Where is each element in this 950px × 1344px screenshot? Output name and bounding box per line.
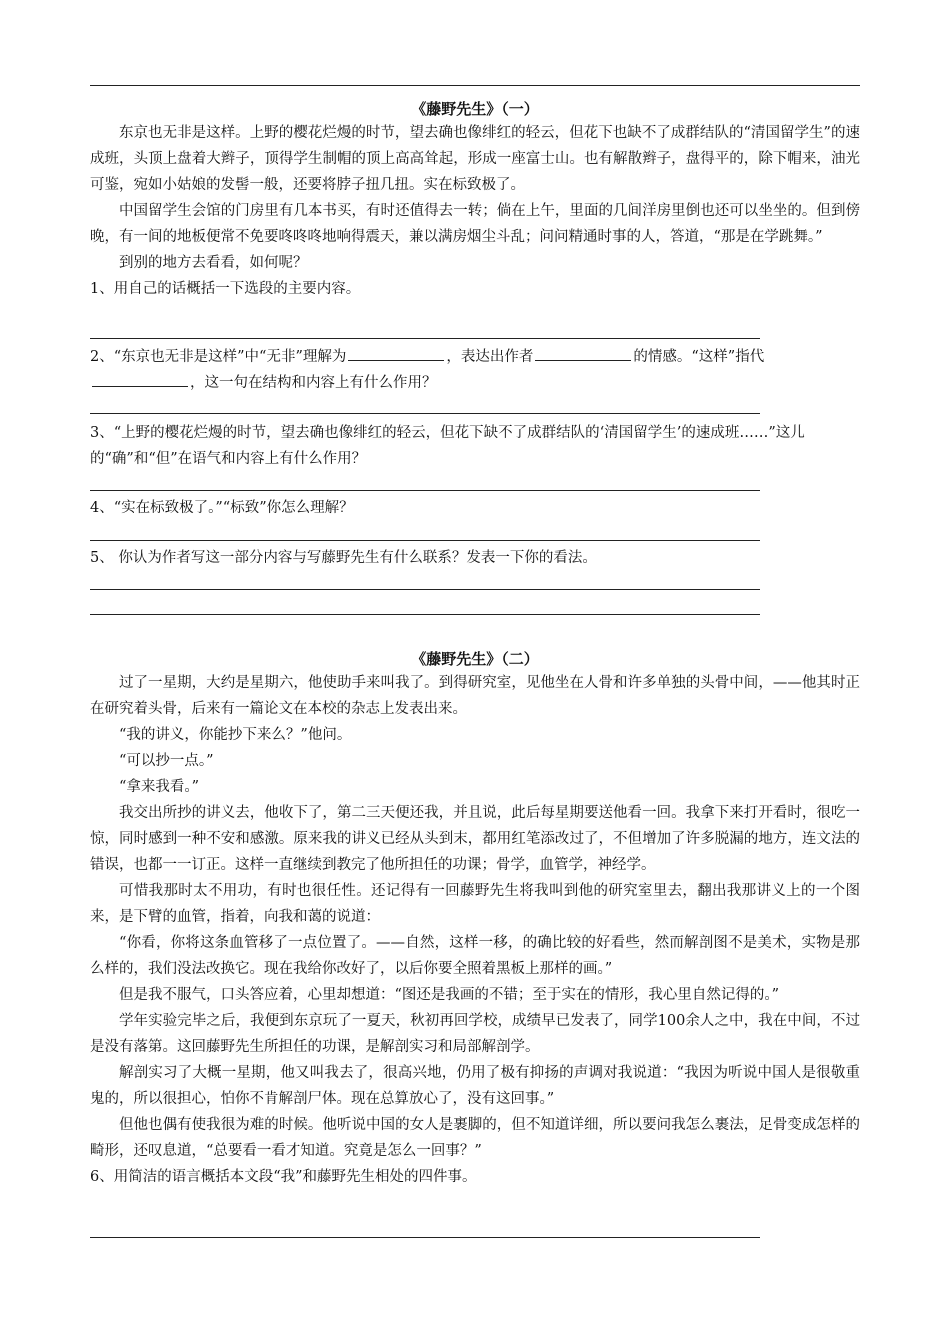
question-2-part2: ，表达出作者 [446, 349, 534, 365]
section1-paragraph: 中国留学生会馆的门房里有几本书买，有时还值得去一转；倘在上午，里面的几间洋房里倒也还可以坐坐的。但到傍晚，有一间的地板便常不免要咚咚咚地响得震天，兼以满房烟尘斗乱；问问精通时事的人，答道，“那是在学跳舞。” [90, 203, 860, 245]
question-2-part3: 的情感。“这样”指代 [633, 349, 765, 365]
section1-paragraph: 东京也无非是这样。上野的樱花烂熳的时节，望去确也像绯红的轻云，但花下也缺不了成群结队的“清国留学生”的速成班，头顶上盘着大辫子，顶得学生制帽的顶上高高耸起，形成一座富士山。也有解散辫子，盘得平的，除下帽来，油光可鉴，宛如小姑娘的发髻一般，还要将脖子扭几扭。实在标致极了。 [90, 125, 860, 193]
section2-paragraph: 解剖实习了大概一星期，他又叫我去了，很高兴地，仍用了极有抑扬的声调对我说道：“我因为听说中国人是很敬重鬼的，所以很担心，怕你不肯解剖尸体。现在总算放心了，没有这回事。” [90, 1065, 860, 1107]
question-2-part1: 2、“东京也无非是这样”中“无非”理解为 [90, 349, 347, 365]
question-5-text: 5、 你认为作者写这一部分内容与写藤野先生有什么联系？发表一下你的看法。 [90, 550, 597, 566]
section2-paragraph: 但是我不服气，口头答应着，心里却想道：“图还是我画的不错；至于实在的情形，我心里自然记得的。” [119, 987, 780, 1003]
section1-passage [90, 120, 860, 302]
section2-paragraph: 我交出所抄的讲义去，他收下了，第二三天便还我，并且说，此后每星期要送他看一回。我拿下来打开看时，很吃一惊，同时感到一种不安和感激。原来我的讲义已经从头到末，都用红笔添改过了，不但增加了许多脱漏的地方，连文法的错误，也都一一订正。这样一直继续到教完了他所担任的功课；骨学，血管学，神经学。 [90, 805, 860, 873]
section2-title: 《藤野先生》（二） [411, 650, 539, 668]
section2-passage [90, 670, 860, 1190]
answer-line[interactable] [90, 540, 760, 541]
question-4 [90, 495, 860, 521]
answer-line[interactable] [90, 614, 760, 615]
section2-paragraph: “可以抄一点。” [119, 753, 214, 769]
answer-line[interactable] [90, 338, 760, 339]
question-3 [90, 420, 860, 472]
fill-blank[interactable] [348, 346, 444, 361]
question-6: 6、用简洁的语言概括本文段“我”和藤野先生相处的四件事。 [90, 1169, 477, 1185]
section2-paragraph: “我的讲义，你能抄下来么？”他问。 [119, 727, 352, 743]
question-5 [90, 545, 860, 571]
answer-line[interactable] [90, 413, 760, 414]
section2-paragraph: 过了一星期，大约是星期六，他使助手来叫我了。到得研究室，见他坐在人骨和许多单独的头骨中间，——他其时正在研究着头骨，后来有一篇论文在本校的杂志上发表出来。 [90, 675, 860, 717]
section1-title: 《藤野先生》（一） [411, 100, 539, 118]
fill-blank[interactable] [535, 346, 631, 361]
question-2-part4: ，这一句在结构和内容上有什么作用？ [190, 375, 437, 391]
question-4-text: 4、“实在标致极了。”“标致”你怎么理解？ [90, 500, 354, 516]
fill-blank[interactable] [92, 372, 188, 387]
answer-line[interactable] [90, 490, 760, 491]
section1-paragraph: 到别的地方去看看，如何呢？ [119, 255, 308, 271]
section2-paragraph: 但他也偶有使我很为难的时候。他听说中国的女人是裹脚的，但不知道详细，所以要问我怎么裹法，足骨变成怎样的畸形，还叹息道，“总要看一看才知道。究竟是怎么一回事？” [90, 1117, 860, 1159]
section2-paragraph: “拿来我看。” [119, 779, 200, 795]
question-3-text: 3、“上野的樱花烂熳的时节，望去确也像绯红的轻云，但花下缺不了成群结队的‘清国留学生’的速成班……”这儿的“确”和“但”在语气和内容上有什么作用？ [90, 425, 805, 467]
section2-paragraph: 可惜我那时太不用功，有时也很任性。还记得有一回藤野先生将我叫到他的研究室里去，翻出我那讲义上的一个图来，是下臂的血管，指着，向我和蔼的说道： [90, 883, 860, 925]
section2-paragraph: “你看，你将这条血管移了一点位置了。——自然，这样一移，的确比较的好看些，然而解剖图不是美术，实物是那么样的，我们没法改换它。现在我给你改好了，以后你要全照着黑板上那样的画。” [90, 935, 860, 977]
header-rule [90, 85, 860, 86]
answer-line[interactable] [90, 1237, 760, 1238]
question-2 [90, 344, 860, 396]
question-1: 1、用自己的话概括一下选段的主要内容。 [90, 281, 361, 297]
answer-line[interactable] [90, 589, 760, 590]
section2-paragraph: 学年实验完毕之后，我便到东京玩了一夏天，秋初再回学校，成绩早已发表了，同学100余人之中，我在中间，不过是没有落第。这回藤野先生所担任的功课，是解剖实习和局部解剖学。 [90, 1013, 860, 1055]
